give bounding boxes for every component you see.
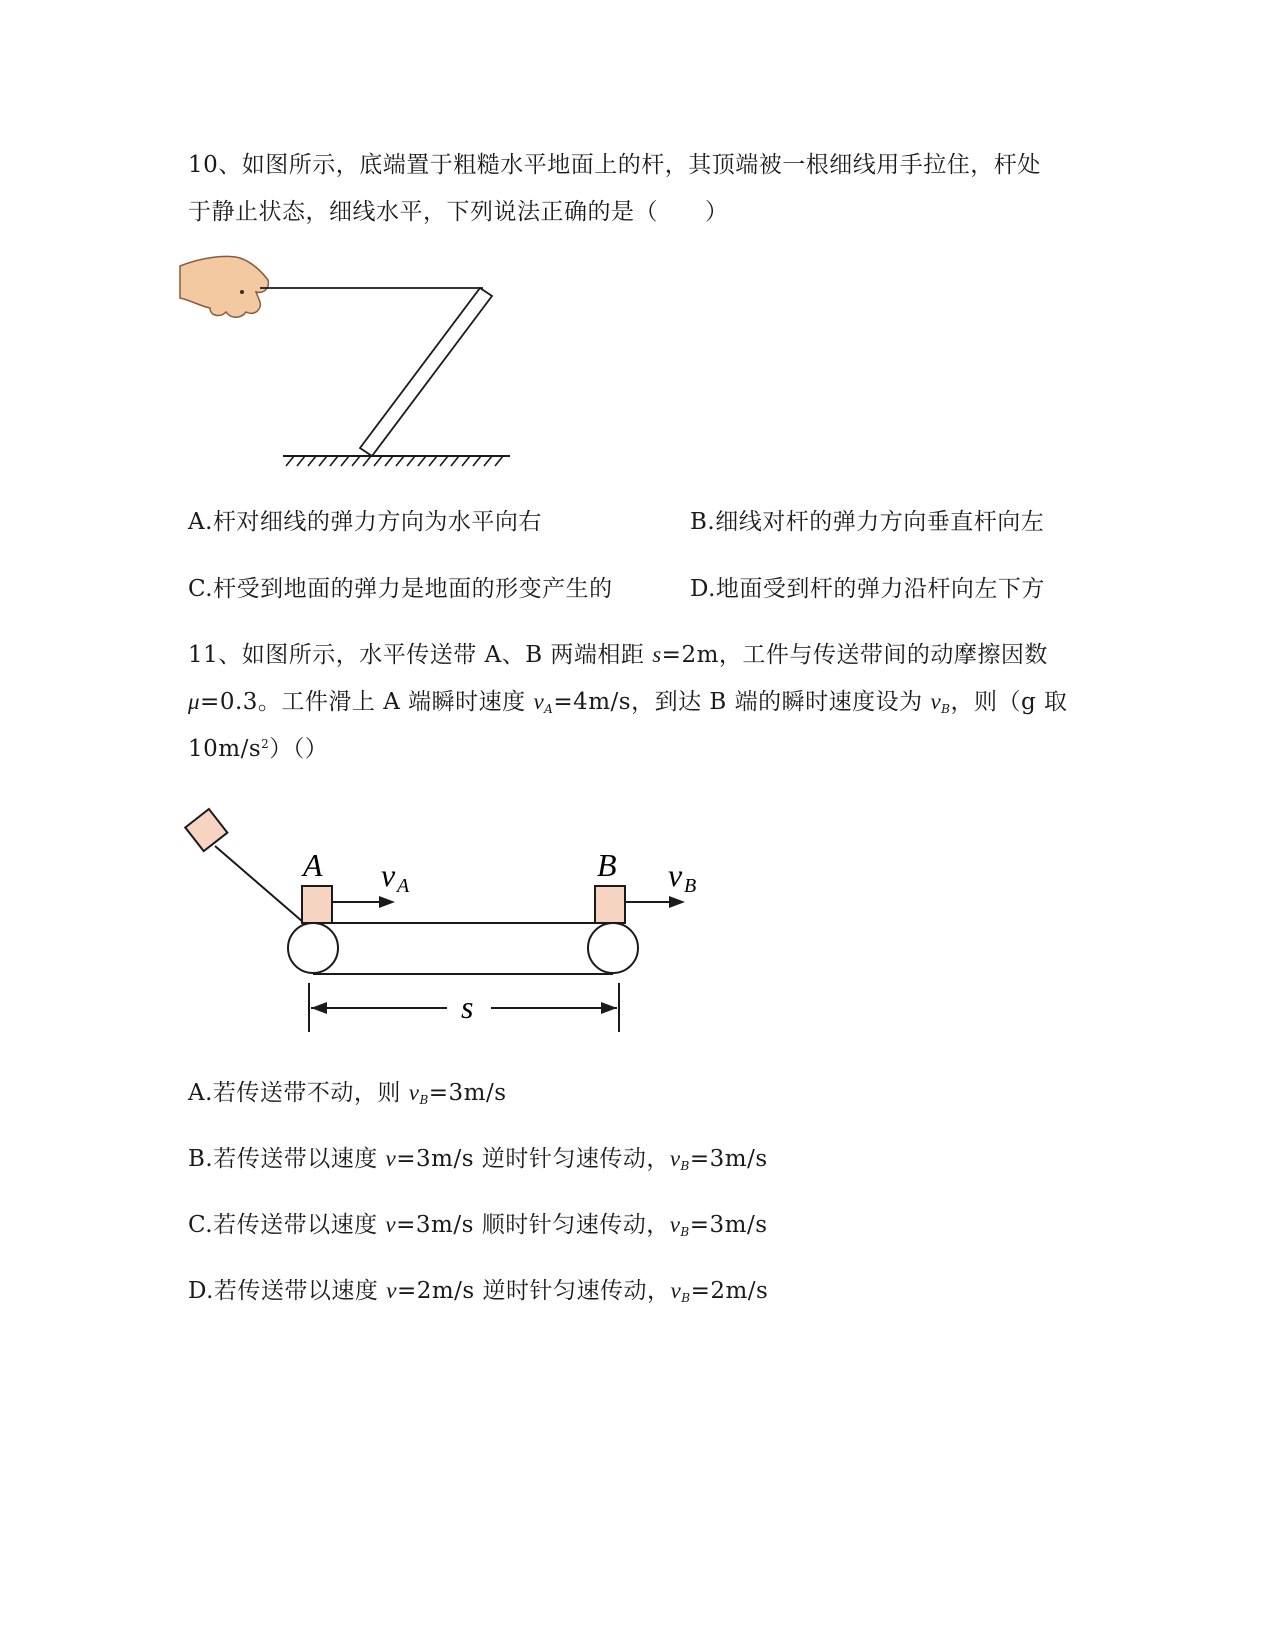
q10-option-c: C.杆受到地面的弹力是地面的形变产生的 xyxy=(188,576,613,602)
q10-stem-line2: 于静止状态，细线水平，下列说法正确的是（ ） xyxy=(188,199,729,225)
hatch-mark xyxy=(363,456,371,466)
dim-arrow-left xyxy=(311,1002,327,1014)
hatch-mark xyxy=(484,456,492,466)
hatch-mark xyxy=(341,456,349,466)
hatch-mark xyxy=(440,456,448,466)
left-pulley xyxy=(288,923,338,973)
hatch-mark xyxy=(451,456,459,466)
hatch-mark xyxy=(374,456,382,466)
arrow-va-head xyxy=(379,896,395,908)
q11-stem-line2: μ=0.3。工件滑上 A 端瞬时速度 $v_A=4m/s$，到达 B 端的瞬时速度设为 $v_B$，则（g 取 xyxy=(188,689,1068,716)
label-va-sub: A xyxy=(397,875,410,897)
hatch-mark xyxy=(473,456,481,466)
label-a: A xyxy=(303,847,323,883)
hatch-mark xyxy=(297,456,305,466)
hatch-mark xyxy=(319,456,327,466)
q11-option-d: D.若传送带以速度 v=2m/s 逆时针匀速传动，$v_B=2m/s$ xyxy=(188,1278,769,1305)
hatch-mark xyxy=(286,456,294,466)
hatch-mark xyxy=(495,456,503,466)
q11-stem-line1: 11、如图所示，水平传送带 A、B 两端相距 s=2m，工件与传送带间的动摩擦因数 xyxy=(188,642,1048,668)
incline-block xyxy=(185,809,227,851)
right-pulley xyxy=(588,923,638,973)
hatch-mark xyxy=(407,456,415,466)
hatch-mark xyxy=(352,456,360,466)
hatch-mark xyxy=(308,456,316,466)
q11-option-b: B.若传送带以速度 v=3m/s 逆时针匀速传动，$v_B=3m/s$ xyxy=(188,1146,768,1173)
incline-ramp xyxy=(215,846,303,922)
hatch-mark xyxy=(418,456,426,466)
q10-stem-line1: 10、如图所示，底端置于粗糙水平地面上的杆，其顶端被一根细线用手拉住，杆处 xyxy=(188,152,1041,178)
label-va: v xyxy=(381,857,396,893)
q11-stem-line3: $10m/s^2)()$ xyxy=(188,736,329,762)
block-a xyxy=(302,886,332,923)
hatch-mark xyxy=(462,456,470,466)
hand-icon xyxy=(180,256,268,317)
label-b: B xyxy=(597,847,617,883)
label-vb: v xyxy=(668,857,683,893)
q10-option-a: A.杆对细线的弹力方向为水平向右 xyxy=(188,509,542,535)
q10-option-b: B.细线对杆的弹力方向垂直杆向左 xyxy=(690,509,1045,535)
hatch-mark xyxy=(385,456,393,466)
block-b xyxy=(595,886,625,923)
ground-hatch xyxy=(286,456,503,466)
q11-conveyor-figure xyxy=(185,800,725,1040)
arrow-vb-head xyxy=(669,896,685,908)
hatch-mark xyxy=(429,456,437,466)
dim-arrow-right xyxy=(601,1002,617,1014)
q11-option-a: A.若传送带不动，则 $v_B=3m/s$ xyxy=(188,1080,507,1107)
label-s: s xyxy=(461,989,474,1025)
q10-option-d: D.地面受到杆的弹力沿杆向左下方 xyxy=(690,576,1045,602)
q10-rod-figure xyxy=(180,250,530,480)
hatch-mark xyxy=(330,456,338,466)
label-vb-sub: B xyxy=(684,875,697,897)
q11-option-c: C.若传送带以速度 v=3m/s 顺时针匀速传动，$v_B=3m/s$ xyxy=(188,1212,768,1239)
hatch-mark xyxy=(396,456,404,466)
rod-shape xyxy=(360,288,492,456)
